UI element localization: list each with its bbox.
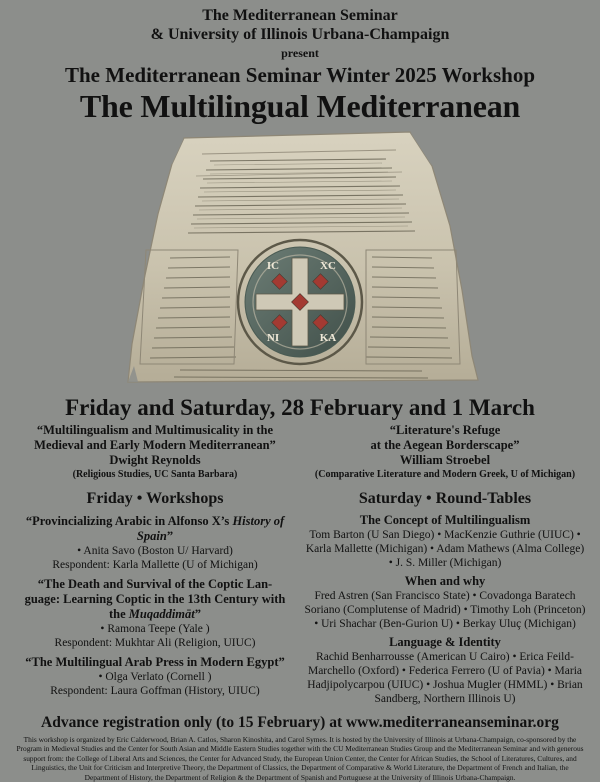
friday-panel-2-title-plain3: the: [108, 607, 129, 621]
roundtable-1: [304, 513, 586, 570]
keynote-left-affiliation: (Religious Studies, UC Santa Barbara): [72, 469, 238, 480]
svg-text:XC: XC: [320, 260, 336, 272]
host-line-primary: The Mediterranean Seminar: [202, 7, 398, 24]
friday-panel-1-title: [14, 514, 296, 544]
keynote-right-affiliation: (Comparative Literature and Modern Greek, U of Michigan): [314, 469, 576, 480]
friday-panel-1-title-italic2: Spain: [136, 529, 167, 543]
workshop-subtitle: The Mediterranean Seminar Winter 2025 Workshop: [65, 63, 535, 87]
friday-panel-2-title-plain1: “The Death and Survival of the Coptic Lan-: [37, 577, 273, 591]
roundtable-2-participants: Fred Astren (San Francisco State) • Covadonga Baratech Soriano (Complutense of Madrid) • Timothy Loh (Princeton) • Uri Shachar (Ben-Gurion U) • Berkay Uluç (Michigan): [304, 590, 586, 630]
friday-panel-3-title: “The Multilingual Arab Press in Modern Egypt”: [25, 655, 285, 669]
svg-text:NI: NI: [266, 332, 280, 344]
friday-panel-1-title-plain2: ”: [166, 529, 174, 543]
friday-panel-2-title-plain4: ”: [194, 607, 202, 621]
sponsors-fineprint: This workshop is organized by Eric Calderwood, Brian A. Catlos, Sharon Kinoshita, and Carol Symes. It is hosted by the University of Illinois at Urbana-Champaign, co-sponsored by the Program in Medieval Studies and the Center for South Asian and Middle Eastern Studies together with the CU Mediterranean Studies Group and the Mediterranean Seminar and with generous support from: the College of Liberal Arts and Sciences, the Center for Advanced Study, the European Union Center, the Center for African Studies, the School of Literatures, Cultures, and Linguistics, the Unit for Criticism and Interpretive Theory, the Department of Classics, the Department of Comparative & World Literature, the Department of French and Italian, the Department of History, the Department of Religion & the Department of Spanish and Portuguese at the University of Illinois Urbana-Champaign.: [16, 735, 584, 782]
friday-panel-2-title: [14, 577, 296, 622]
roundtable-3: [304, 635, 586, 706]
friday-panel-1-presenter: • Anita Savo (Boston U/ Harvard): [77, 545, 233, 557]
saturday-heading: Saturday • Round-Tables: [358, 490, 532, 507]
page-title: The Multilingual Mediterranean: [79, 88, 521, 124]
saturday-column: [300, 483, 590, 706]
friday-panel-3: [14, 655, 296, 698]
friday-panel-1-title-plain1: “Provincializing Arabic in Alfonso X’s: [25, 514, 233, 528]
friday-panel-2-respondent: Respondent: Mukhtar Ali (Religion, UIUC): [54, 637, 256, 649]
keynote-right-speaker: William Stroebel: [399, 453, 491, 467]
roundtable-1-participants: Tom Barton (U San Diego) • MacKenzie Guthrie (UIUC) • Karla Mallette (Michigan) • Adam Mathews (Alma College) • J. S. Miller (Michigan): [305, 529, 585, 569]
host-line-secondary: & University of Illinois Urbana-Champaign: [150, 26, 450, 43]
keynote-right: [300, 423, 590, 481]
friday-panel-2-title-plain2: guage: Learning Coptic in the 13th Century with: [24, 592, 286, 606]
roundtable-3-title: Language & Identity: [389, 635, 501, 649]
friday-panel-2-title-italic1: Muqaddimāt: [128, 607, 195, 621]
friday-column: [10, 483, 300, 706]
friday-heading: Friday • Workshops: [86, 490, 224, 507]
keynote-left-title-line2: Medieval and Early Modern Mediterranean”: [34, 438, 276, 452]
friday-panel-1-title-italic1: History of: [232, 514, 285, 528]
event-dates: Friday and Saturday, 28 February and 1 March: [65, 395, 535, 420]
keynote-left-speaker: Dwight Reynolds: [109, 453, 201, 467]
friday-panel-1: [14, 514, 296, 572]
friday-panel-2-presenter: • Ramona Teepe (Yale ): [100, 623, 210, 635]
roundtable-2-title: When and why: [404, 574, 486, 588]
roundtable-1-title: The Concept of Multilingualism: [359, 513, 531, 527]
registration-line[interactable]: Advance registration only (to 15 February) at www.mediterraneanseminar.org: [41, 714, 559, 731]
present-label: present: [281, 46, 319, 60]
keynote-left: [10, 423, 300, 481]
keynote-left-title-line1: “Multilingualism and Multimusicality in the: [36, 423, 274, 437]
svg-text:IC: IC: [266, 260, 280, 272]
friday-panel-1-respondent: Respondent: Karla Mallette (U of Michigan): [52, 559, 258, 571]
tombstone-illustration: [110, 130, 490, 388]
artwork-container: [110, 130, 490, 388]
friday-panel-2: [14, 577, 296, 650]
keynote-right-title-line1: “Literature's Refuge: [389, 423, 501, 437]
svg-text:KA: KA: [319, 332, 337, 344]
roundtable-3-participants: Rachid Benharrousse (American U Cairo) • Erica Feild-Marchello (Oxford) • Federica Ferrero (U of Pavia) • Maria Hadjipolycarpou (UIUC) • Joshua Mugler (HMML) • Brian Sandberg, Northern Illinois U): [307, 651, 583, 705]
program-row: [10, 483, 590, 706]
friday-panel-3-presenter: • Olga Verlato (Cornell ): [98, 671, 212, 683]
roundtable-2: [304, 574, 586, 631]
friday-panel-3-respondent: Respondent: Laura Goffman (History, UIUC): [50, 685, 260, 697]
keynote-right-title-line2: at the Aegean Borderscape”: [370, 438, 520, 452]
keynotes-row: [10, 423, 590, 481]
